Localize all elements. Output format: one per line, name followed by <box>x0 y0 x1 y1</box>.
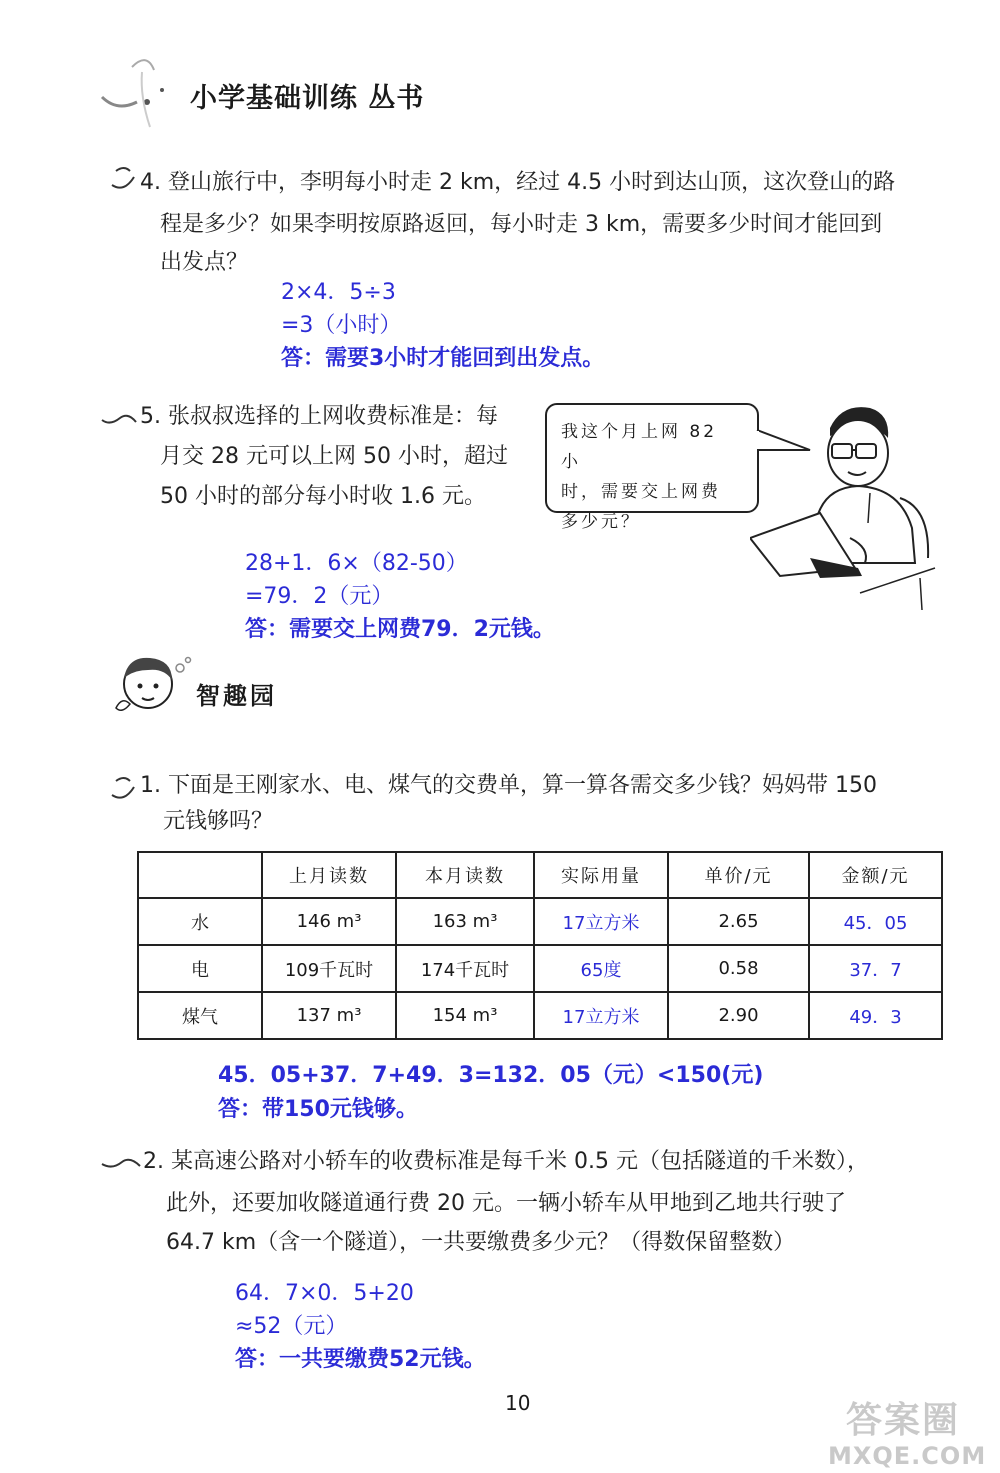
child-thinking-icon <box>108 648 198 720</box>
section-question-1-line-1: 1. 下面是王刚家水、电、煤气的交费单，算一算各需交多少钱？妈妈带 150 <box>140 773 877 798</box>
watermark-logo-text: 答案圈 <box>845 1400 960 1441</box>
watermark-url: MXQE.COM <box>828 1442 987 1470</box>
table-header-row <box>138 852 942 898</box>
section-answer-2-line-1: 64．7×0．5+20 <box>235 1281 414 1306</box>
current-reading: 163 m³ <box>396 898 534 945</box>
answer-4-line-1: 2×4．5÷3 <box>281 280 396 305</box>
actual-usage: 65度 <box>534 945 668 992</box>
answer-4-line-2: =3（小时） <box>281 313 402 338</box>
current-reading: 174千瓦时 <box>396 945 534 992</box>
section-question-2-line-2: 此外，还要加收隧道通行费 20 元。一辆小轿车从甲地到乙地共行驶了 <box>166 1191 846 1216</box>
table-header: 本月读数 <box>396 852 534 898</box>
unit-price: 2.90 <box>668 992 809 1039</box>
last-reading: 137 m³ <box>262 992 396 1039</box>
pencil-mark-icon <box>100 408 138 428</box>
row-label: 电 <box>138 945 262 992</box>
section-question-2-line-3: 64.7 km（含一个隧道），一共要缴费多少元？（得数保留整数） <box>166 1230 796 1255</box>
answer-5-line-1: 28+1．6×（82-50） <box>245 551 468 576</box>
table-header: 单价/元 <box>668 852 809 898</box>
question-4-line-2: 程是多少？如果李明按原路返回，每小时走 3 km，需要多少时间才能回到 <box>160 212 883 237</box>
question-5-line-3: 50 小时的部分每小时收 1.6 元。 <box>160 484 486 509</box>
answer-4-line-3: 答：需要3小时才能回到出发点。 <box>281 346 605 371</box>
section-title: 智趣园 <box>196 682 277 710</box>
table-header: 金额/元 <box>809 852 942 898</box>
question-5-line-2: 月交 28 元可以上网 50 小时，超过 <box>160 444 508 469</box>
table-header: 实际用量 <box>534 852 668 898</box>
actual-usage: 17立方米 <box>534 992 668 1039</box>
question-5-line-1: 5. 张叔叔选择的上网收费标准是：每 <box>140 404 498 429</box>
header-ornament-icon <box>92 42 182 137</box>
last-reading: 146 m³ <box>262 898 396 945</box>
unit-price: 0.58 <box>668 945 809 992</box>
actual-usage: 17立方米 <box>534 898 668 945</box>
answer-5-line-3: 答：需要交上网费79．2元钱。 <box>245 617 555 642</box>
table-row <box>138 945 942 992</box>
unit-price: 2.65 <box>668 898 809 945</box>
row-label: 煤气 <box>138 992 262 1039</box>
current-reading: 154 m³ <box>396 992 534 1039</box>
section-answer-1-line-2: 答：带150元钱够。 <box>218 1097 418 1122</box>
amount: 45．05 <box>809 898 942 945</box>
amount: 49．3 <box>809 992 942 1039</box>
question-4-line-1: 4. 登山旅行中，李明每小时走 2 km，经过 4.5 小时到达山顶，这次登山的路 <box>140 170 896 195</box>
table-row <box>138 898 942 945</box>
answer-5-line-2: =79．2（元） <box>245 584 394 609</box>
header-title: 小学基础训练 丛书 <box>190 83 425 114</box>
pencil-mark-icon <box>108 163 140 193</box>
section-question-1-line-2: 元钱够吗？ <box>163 809 274 834</box>
watermark <box>828 1400 987 1470</box>
section-answer-1-line-1: 45．05+37．7+49．3=132．05（元）<150(元) <box>218 1063 764 1088</box>
speech-bubble <box>545 403 759 532</box>
question-4-line-3: 出发点？ <box>160 250 249 275</box>
speech-bubble-line-3: 多少元？ <box>561 512 641 532</box>
amount: 37．7 <box>809 945 942 992</box>
pencil-mark-icon <box>108 773 140 803</box>
section-question-2-line-1: 2. 某高速公路对小轿车的收费标准是每千米 0.5 元（包括隧道的千米数）， <box>143 1149 869 1174</box>
table-header <box>138 852 262 898</box>
section-answer-2-line-3: 答：一共要缴费52元钱。 <box>235 1347 486 1372</box>
row-label: 水 <box>138 898 262 945</box>
table-header: 上月读数 <box>262 852 396 898</box>
speech-bubble-line-2: 时，需要交上网费 <box>561 482 721 502</box>
section-answer-2-line-2: ≈52（元） <box>235 1314 348 1339</box>
man-at-laptop-illustration <box>750 398 940 613</box>
fee-table <box>137 851 943 1040</box>
speech-bubble-line-1: 我这个月上网 82 小 <box>561 422 718 472</box>
last-reading: 109千瓦时 <box>262 945 396 992</box>
page-number: 10 <box>505 1391 531 1415</box>
table-row <box>138 992 942 1039</box>
pencil-mark-icon <box>100 1152 142 1172</box>
